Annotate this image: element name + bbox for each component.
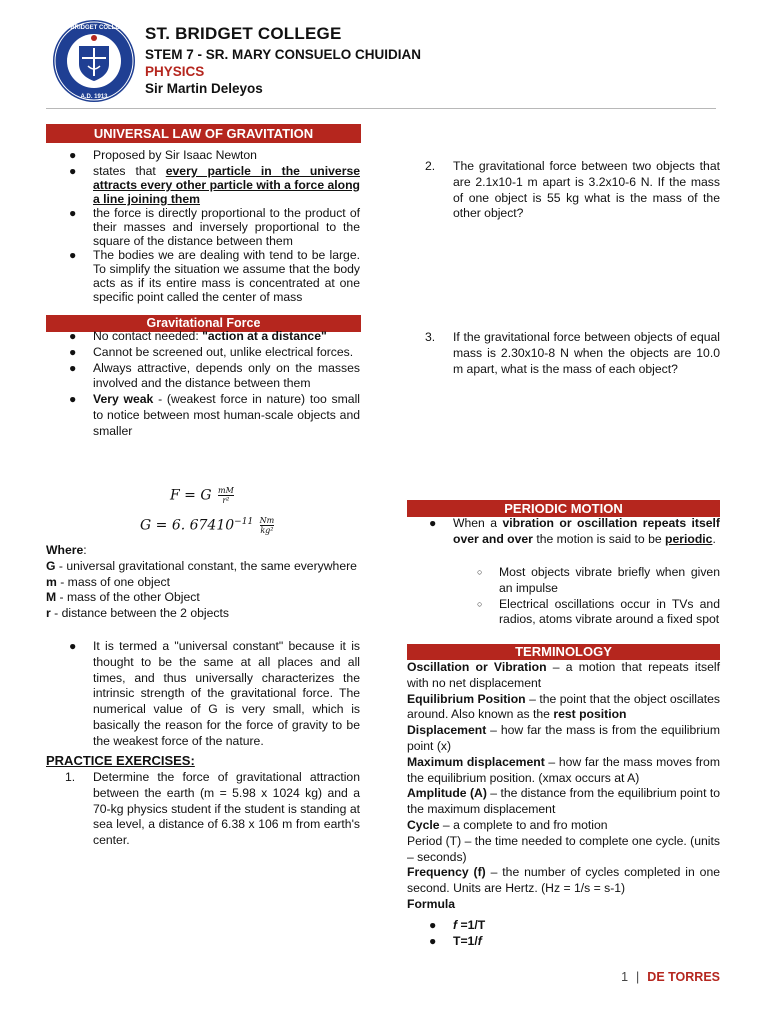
list-item: ○ Most objects vibrate briefly when given an impulse	[477, 565, 720, 595]
list-item: ● When a vibration or oscillation repeats itself over and over the motion is said to be periodic.	[429, 516, 720, 546]
footer-separator: |	[636, 970, 640, 984]
list-item: ● Always attractive, depends only on the masses involved and the distance between them	[69, 360, 360, 391]
svg-text:A.D. 1913: A.D. 1913	[80, 94, 108, 100]
exercise-3: 3. If the gravitational force between objects of equal mass is 2.30x10-8 N when the objects are 10.0 m apart, what is the mass of each object?	[425, 330, 720, 376]
term-max-displacement: Maximum displacement – how far the mass moves from the equilibrium position. (xmax occurs at A)	[407, 754, 720, 785]
term-oscillation: Oscillation or Vibration – a motion that repeats itself with no net displacement	[407, 660, 720, 690]
list-item: ● It is termed a "universal constant" because it is thought to be the same at all places and all times, and thus universally characterizes the intrinsic strength of the gravitational force. The numerical value of G is very small, which is basically the reason for the force of gravity to be the weakest force of the nature.	[69, 639, 360, 748]
practice-exercises-heading: PRACTICE EXERCISES:	[46, 753, 195, 768]
list-item: ○ Electrical oscillations occur in TVs and radios, atoms vibrate around a fixed spot	[477, 596, 720, 627]
class-section: STEM 7 - SR. MARY CONSUELO CHUIDIAN	[145, 47, 422, 62]
teacher-name: Sir Martin Deleyos	[145, 81, 263, 96]
list-item: ● Cannot be screened out, unlike electrical forces.	[69, 344, 354, 359]
terminology-list	[407, 660, 720, 913]
ulg-bullet-list	[69, 148, 360, 304]
formula-label: Formula	[407, 896, 456, 911]
term-period: Period (T) – the time needed to complete one cycle. (units – seconds)	[407, 833, 720, 864]
equation-force: F = G $\frac{mM}{\text{r²}}$	[170, 486, 234, 505]
svg-text:ST. BRIDGET COLLEGE: ST. BRIDGET COLLEGE	[59, 25, 129, 31]
list-item: ● states that every particle in the universe attracts every other particle with a force along a line joining them	[69, 163, 360, 206]
formula-list	[429, 918, 653, 950]
term-equilibrium: Equilibrium Position – the point that the object oscillates around. Also known as the rest position	[407, 691, 720, 722]
term-displacement: Displacement – how far the mass is from the equilibrium point (x)	[407, 723, 720, 753]
section-heading-periodic-motion: PERIODIC MOTION	[407, 500, 720, 517]
section-heading-ulg: UNIVERSAL LAW OF GRAVITATION	[46, 124, 361, 143]
list-item: ● The bodies we are dealing with tend to be large. To simplify the situation we assume that the body acts as if its entire mass is concentrated at one specific point called the center of mass	[69, 247, 360, 304]
list-item: ● No contact needed: "action at a distance"	[69, 329, 327, 343]
list-item: ● Very weak - (weakest force in nature) too small to notice between most human-scale objects and smaller	[69, 392, 360, 438]
list-item: ● Proposed by Sir Isaac Newton	[69, 148, 257, 162]
list-item: ● f =1/T	[429, 918, 486, 932]
term-frequency: Frequency (f) – the number of cycles completed in one second. Units are Hertz. (Hz = 1/s = s-1)	[407, 865, 720, 896]
variable-definitions: Where: G - universal gravitational constant, the same everywhere m - mass of one object M - mass of the other Object r - distance between the 2 objects	[46, 543, 357, 621]
periodic-motion-list	[429, 516, 720, 548]
list-item: ● the force is directly proportional to the product of their masses and inversely proportional to the square of the distance between them	[69, 205, 360, 248]
school-name: ST. BRIDGET COLLEGE	[145, 24, 342, 43]
page-footer	[621, 970, 720, 984]
page-number: 1	[621, 970, 629, 984]
list-item: ● T=1/f	[429, 933, 482, 948]
gf-bullet-list	[69, 329, 360, 440]
term-amplitude: Amplitude (A) – the distance from the equilibrium point to the maximum displacement	[407, 786, 721, 817]
exercise-2: 2. The gravitational force between two objects that are 2.1x10-1 m apart is 3.2x10-6 N. If the mass of one object is 55 kg what is the mass of the other object?	[425, 159, 720, 221]
term-cycle: Cycle – a complete to and fro motion	[407, 817, 608, 832]
section-heading-terminology: TERMINOLOGY	[407, 644, 720, 660]
universal-constant-note	[69, 639, 360, 750]
footer-author: DE TORRES	[647, 970, 720, 984]
subject-title: PHYSICS	[145, 64, 205, 79]
periodic-motion-sublist	[477, 565, 720, 628]
exercise-1: 1. Determine the force of gravitational attraction between the earth (m = 5.98 x 1024 kg) and a 70-kg physics student if the student is standing at sea level, a distance of 6.38 x 106 m from earth's center.	[65, 770, 360, 848]
school-logo	[48, 18, 140, 104]
section-heading-gravitational-force: Gravitational Force	[46, 315, 361, 332]
equation-gravitational-constant: G = 6. $67410^{-11}$ $\frac{Nm}{\text{kg²}}$	[140, 516, 275, 535]
header-divider	[46, 108, 716, 109]
